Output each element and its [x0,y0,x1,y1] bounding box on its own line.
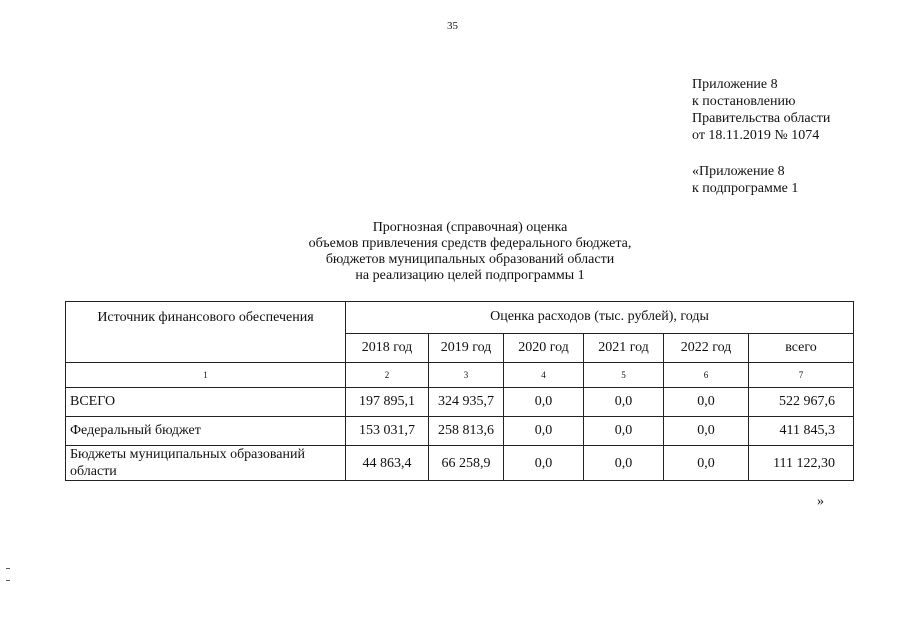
header-year: 2019 год [429,333,504,362]
header-expenses: Оценка расходов (тыс. рублей), годы [346,302,854,334]
header-year: 2018 год [346,333,429,362]
column-number: 1 [66,363,346,388]
cell-total: 111 122,30 [749,446,854,481]
cell-value: 197 895,1 [346,388,429,417]
cell-value: 0,0 [504,388,584,417]
quoted-appendix-reference [692,163,798,197]
column-number: 2 [346,363,429,388]
header-total: всего [749,333,854,362]
column-number: 5 [584,363,664,388]
title-line: на реализацию целей подпрограммы 1 [355,268,585,283]
cell-value: 66 258,9 [429,446,504,481]
column-number: 7 [749,363,854,388]
margin-mark [6,568,10,569]
column-number: 6 [664,363,749,388]
page-number: 35 [447,20,458,32]
title-line: Прогнозная (справочная) оценка [372,220,568,235]
column-number: 3 [429,363,504,388]
column-number: 4 [504,363,584,388]
cell-value: 0,0 [584,388,664,417]
appendix-reference [692,76,830,144]
column-number-row [66,363,854,388]
header-source: Источник финансового обеспечения [66,302,346,363]
table-header-row [66,302,854,334]
cell-value: 0,0 [664,446,749,481]
row-source: Бюджеты муниципальных образований области [66,446,346,481]
cell-value: 0,0 [584,417,664,446]
cell-value: 324 935,7 [429,388,504,417]
appendix-line: к постановлению [692,94,796,109]
funding-table [65,301,854,481]
cell-value: 0,0 [504,417,584,446]
header-year: 2021 год [584,333,664,362]
table-row [66,446,854,481]
cell-total: 522 967,6 [749,388,854,417]
header-year: 2020 год [504,333,584,362]
document-title [255,220,685,284]
cell-value: 0,0 [504,446,584,481]
cell-value: 0,0 [664,388,749,417]
appendix-quote-line: к подпрограмме 1 [692,181,799,196]
cell-total: 411 845,3 [749,417,854,446]
appendix-line: от 18.11.2019 № 1074 [692,128,820,143]
row-source: Федеральный бюджет [66,417,346,446]
cell-value: 0,0 [584,446,664,481]
cell-value: 258 813,6 [429,417,504,446]
appendix-line: Приложение 8 [692,77,778,92]
margin-mark [6,580,10,581]
title-line: бюджетов муниципальных образований области [325,252,615,267]
closing-quote: » [817,494,824,509]
cell-value: 153 031,7 [346,417,429,446]
header-year: 2022 год [664,333,749,362]
cell-value: 44 863,4 [346,446,429,481]
appendix-line: Правительства области [692,111,831,126]
table-row [66,417,854,446]
table-row [66,388,854,417]
row-source: ВСЕГО [66,388,346,417]
appendix-quote-line: «Приложение 8 [692,164,785,179]
title-line: объемов привлечения средств федерального бюджета, [308,236,632,251]
cell-value: 0,0 [664,417,749,446]
